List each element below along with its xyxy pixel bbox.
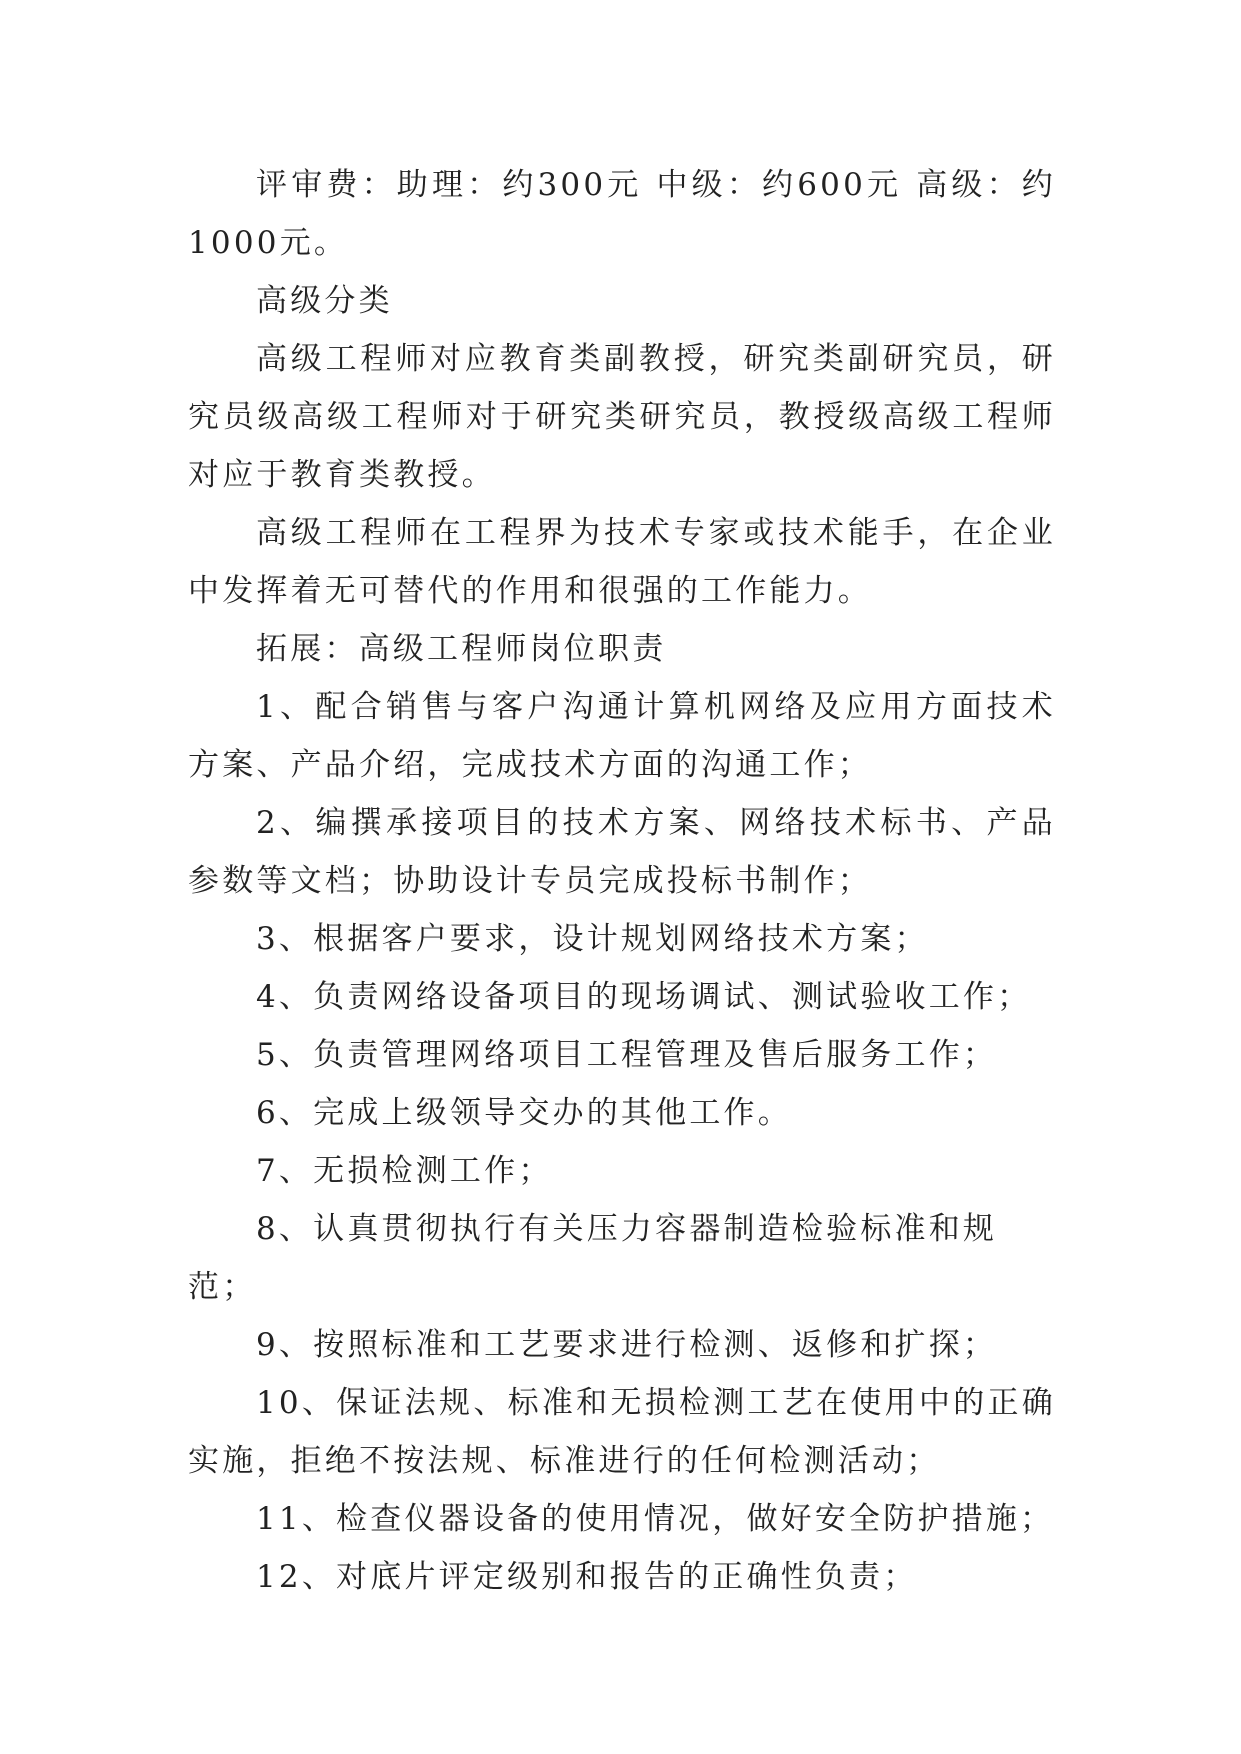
duty-item: 6、完成上级领导交办的其他工作。 bbox=[256, 1095, 792, 1131]
duty-item: 1、配合销售与客户沟通计算机网络及应用方面技术方案、产品介绍，完成技术方面的沟通工作； bbox=[188, 689, 1056, 783]
section-heading-duties: 拓展：高级工程师岗位职责 bbox=[256, 631, 667, 667]
duty-item: 12、对底片评定级别和报告的正确性负责； bbox=[256, 1559, 918, 1595]
role-paragraph: 高级工程师在工程界为技术专家或技术能手，在企业中发挥着无可替代的作用和很强的工作能力。 bbox=[188, 515, 1056, 609]
classification-paragraph: 高级工程师对应教育类副教授，研究类副研究员，研究员级高级工程师对于研究类研究员，教授级高级工程师对应于教育类教授。 bbox=[188, 341, 1056, 493]
duty-item: 9、按照标准和工艺要求进行检测、返修和扩探； bbox=[256, 1327, 998, 1363]
section-heading-classification: 高级分类 bbox=[256, 283, 393, 319]
duty-item: 7、无损检测工作； bbox=[256, 1153, 553, 1189]
duty-item: 2、编撰承接项目的技术方案、网络技术标书、产品参数等文档；协助设计专员完成投标书制作； bbox=[188, 805, 1056, 899]
document-body bbox=[188, 156, 1056, 1606]
duty-item: 3、根据客户要求，设计规划网络技术方案； bbox=[256, 921, 929, 957]
duty-item: 8、认真贯彻执行有关压力容器制造检验标准和规范； bbox=[188, 1211, 998, 1305]
duty-item: 11、检查仪器设备的使用情况，做好安全防护措施； bbox=[256, 1501, 1055, 1537]
fee-paragraph: 评审费：助理：约300元 中级：约600元 高级：约1000元。 bbox=[188, 167, 1056, 261]
duty-item: 4、负责网络设备项目的现场调试、测试验收工作； bbox=[256, 979, 1032, 1015]
duty-item: 5、负责管理网络项目工程管理及售后服务工作； bbox=[256, 1037, 998, 1073]
duty-item: 10、保证法规、标准和无损检测工艺在使用中的正确实施，拒绝不按法规、标准进行的任何检测活动； bbox=[188, 1385, 1056, 1479]
